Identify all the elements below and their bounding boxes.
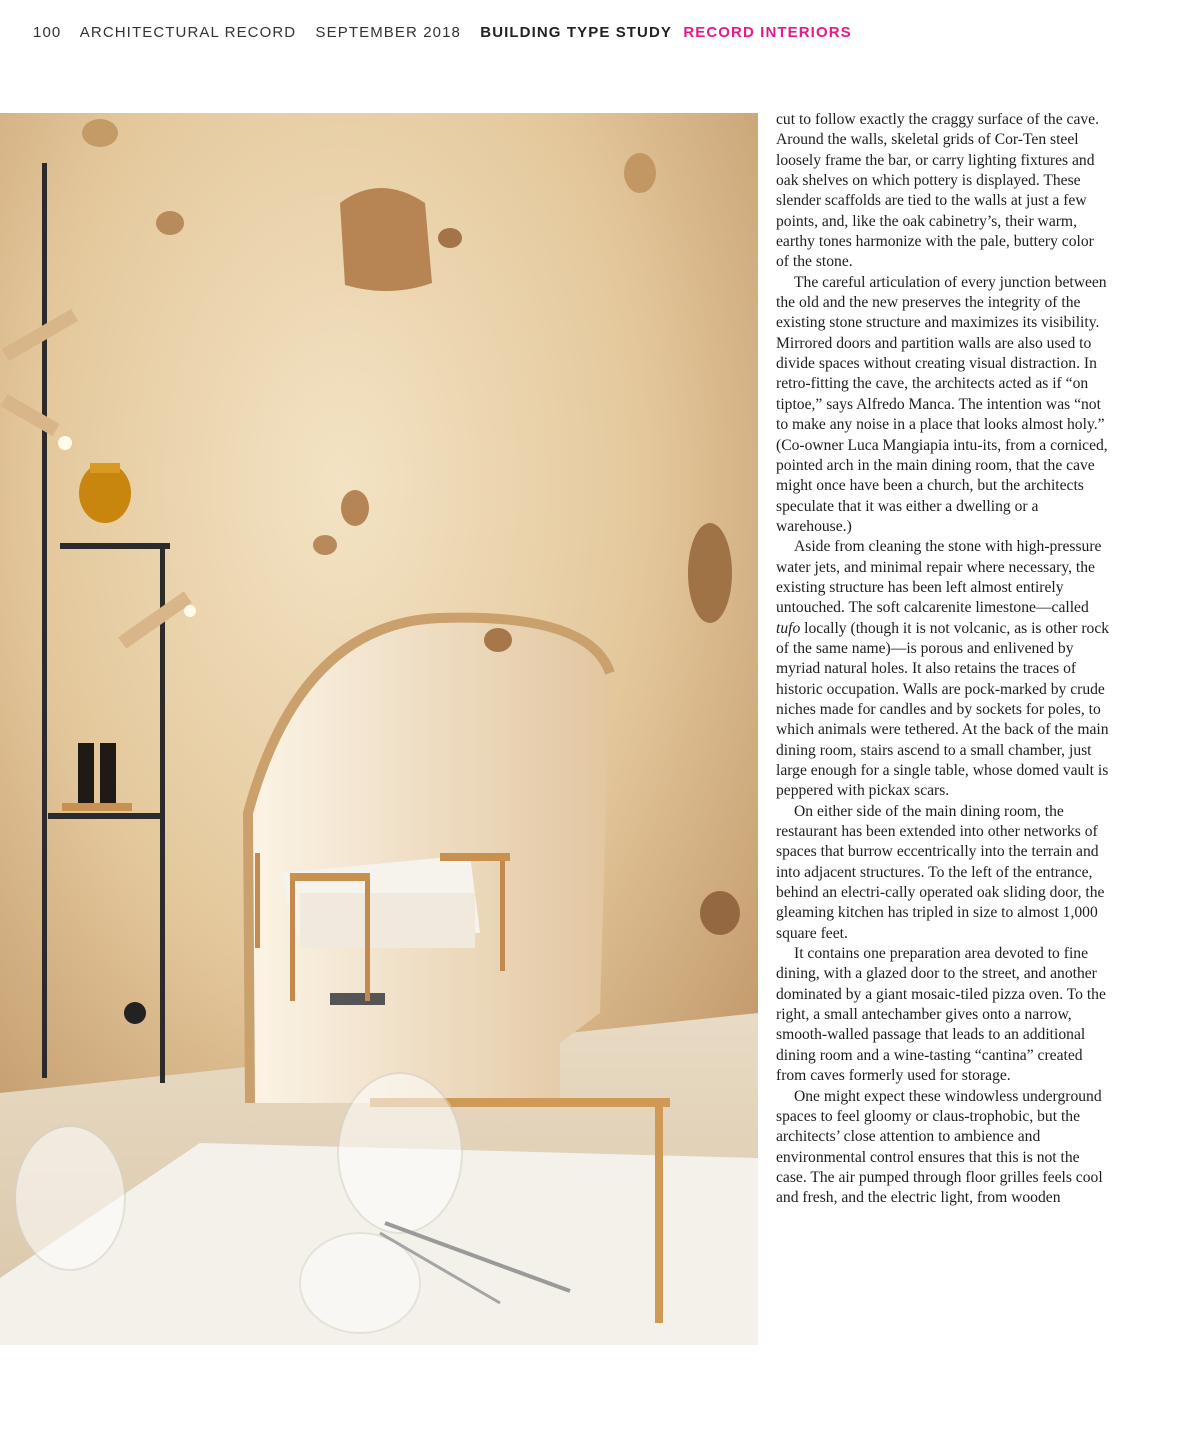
running-header [33, 24, 852, 46]
section-label: BUILDING TYPE STUDY [480, 24, 673, 41]
article-paragraph: One might expect these windowless underground spaces to feel gloomy or claus-trophobic, but the architects’ close attention to ambience and environmental control ensures that this is not the case. The air pumped through floor grilles feels cool and fresh, and the electric light, from wooden [776, 1087, 1103, 1207]
article-paragraph: cut to follow exactly the craggy surface of the cave. Around the walls, skeletal grids of Cor-Ten steel loosely frame the bar, or carry lighting fixtures and oak shelves on which pottery is displayed. These slender scaffolds are tied to the walls at just a few points, and, like the oak cabinetry’s, their warm, earthy tones harmonize with the pale, buttery color of the stone. [776, 111, 1099, 271]
italic-term: tufo [776, 619, 801, 637]
issue-date: SEPTEMBER 2018 [315, 24, 461, 41]
article-body [776, 110, 1110, 1209]
article-paragraph: It contains one preparation area devoted to fine dining, with a glazed door to the street, and another dominated by a giant mosaic-tiled pizza oven. To the right, a small antechamber gives onto a narrow, smooth-walled passage that leads to an additional dining room and a wine-tasting “cantina” created from caves formerly used for storage. [776, 945, 1106, 1085]
article-paragraph: On either side of the main dining room, the restaurant has been extended into other networks of spaces that burrow eccentrically into the terrain and into adjacent structures. To the left of the entrance, behind an electri-cally operated oak sliding door, the gleaming kitchen has tripled in size to almost 1,000 square feet. [776, 802, 1105, 942]
article-paragraph: The careful articulation of every junction between the old and the new preserves the integrity of the existing stone structure and maximizes its visibility. Mirrored doors and partition walls are also used to divide spaces without creating visual distraction. In retro-fitting the cave, the architects acted as if “on tiptoe,” says Alfredo Manca. The intention was “not to make any noise in a place that looks almost holy.” (Co-owner Luca Mangiapia intu-its, from a corniced, pointed arch in the main dining room, that the cave might once have been a church, but the architects speculate that it was either a dwelling or a warehouse.) [776, 273, 1108, 535]
page-number: 100 [33, 24, 62, 41]
subsection-label: RECORD INTERIORS [683, 24, 852, 41]
publication-name: ARCHITECTURAL RECORD [79, 24, 297, 41]
article-paragraph: Aside from cleaning the stone with high-pressure water jets, and minimal repair where necessary, the existing structure has been left almost entirely untouched. The soft calcarenite limestone—called tufo locally (though it is not volcanic, as is other rock of the same name)—is porous and enlivened by myriad natural holes. It also retains the traces of historic occupation. Walls are pock-marked by crude niches made for candles and by sockets for poles, to which animals were tethered. At the back of the main dining room, stairs ascend to a small chamber, just large enough for a single table, whose domed vault is peppered with pickax scars. [776, 538, 1110, 800]
cave-dining-room-photo [0, 113, 758, 1345]
